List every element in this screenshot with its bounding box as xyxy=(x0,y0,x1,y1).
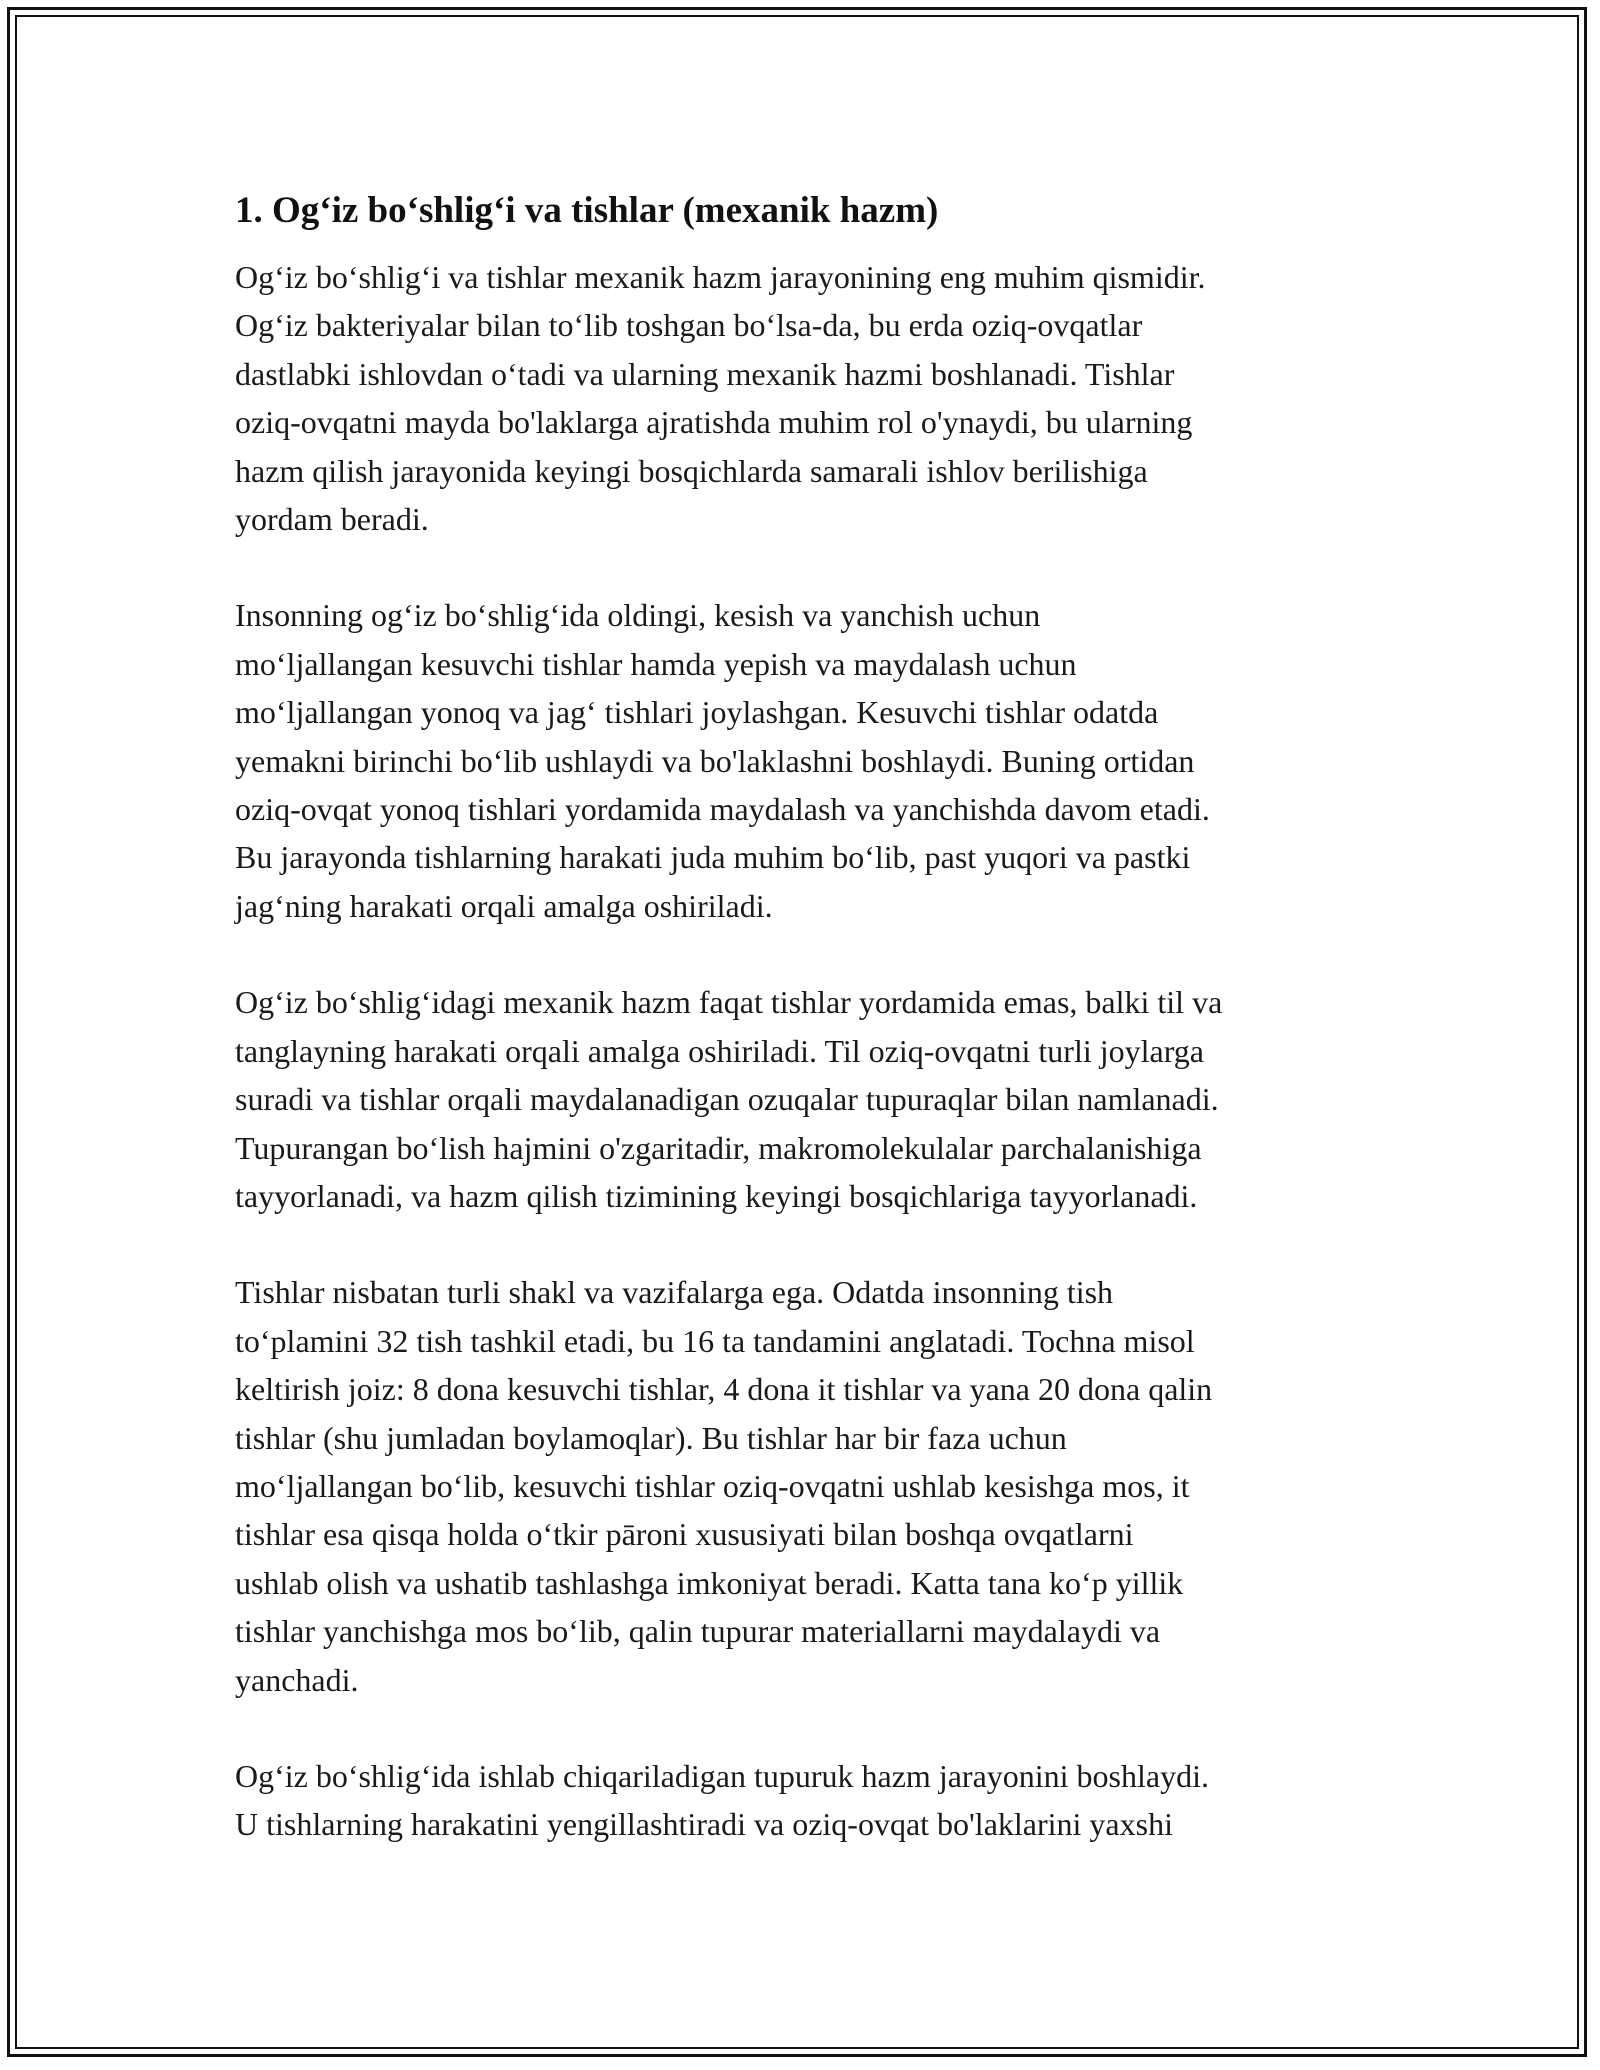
paragraph-3 xyxy=(235,978,1385,1220)
text-line: yemakni birinchi bo‘lib ushlaydi va bo'laklashni boshlaydi. Buning ortidan xyxy=(235,742,1195,779)
text-line: Og‘iz bakteriyalar bilan to‘lib toshgan bo‘lsa-da, bu erda oziq-ovqatlar xyxy=(235,307,1143,344)
text-line: jag‘ning harakati orqali amalga oshiriladi. xyxy=(235,887,773,924)
text-line: keltirish joiz: 8 dona kesuvchi tishlar, 4 dona it tishlar va yana 20 dona qalin xyxy=(235,1371,1213,1408)
text-line: ushlab olish va ushatib tashlashga imkoniyat beradi. Katta tana ko‘p yillik xyxy=(235,1564,1184,1601)
text-line: Bu jarayonda tishlarning harakati juda muhim bo‘lib, past yuqori va pastki xyxy=(235,839,1191,876)
text-line: U tishlarning harakatini yengillashtiradi va oziq-ovqat bo'laklarini yaxshi xyxy=(235,1806,1173,1843)
document-body xyxy=(235,185,1385,1897)
text-line: hazm qilish jarayonida keyingi bosqichlarda samarali ishlov berilishiga xyxy=(235,452,1148,489)
text-line: Og‘iz bo‘shlig‘i va tishlar mexanik hazm jarayonining eng muhim qismidir. xyxy=(235,259,1206,295)
text-line: tishlar esa qisqa holda o‘tkir pāroni xususiyati bilan boshqa ovqatlarni xyxy=(235,1516,1134,1553)
paragraph-5 xyxy=(235,1752,1385,1849)
text-line: oziq-ovqatni mayda bo'laklarga ajratishda muhim rol o'ynaydi, bu ularning xyxy=(235,404,1193,441)
text-line: tishlar yanchishga mos bo‘lib, qalin tupurar materiallarni maydalaydi va xyxy=(235,1613,1161,1650)
text-line: dastlabki ishlovdan o‘tadi va ularning mexanik hazmi boshlanadi. Tishlar xyxy=(235,355,1175,392)
text-line: Tishlar nisbatan turli shakl va vazifalarga ega. Odatda insonning tish xyxy=(235,1274,1114,1311)
paragraph-2 xyxy=(235,591,1385,930)
text-line: to‘plamini 32 tish tashkil etadi, bu 16 ta tandamini anglatadi. Tochna misol xyxy=(235,1322,1195,1359)
text-line: Og‘iz bo‘shlig‘ida ishlab chiqariladigan tupuruk hazm jarayonini boshlaydi. xyxy=(235,1757,1209,1794)
paragraph-1 xyxy=(235,253,1385,543)
text-line: yordam beradi. xyxy=(235,501,429,538)
text-line: oziq-ovqat yonoq tishlari yordamida maydalash va yanchishda davom etadi. xyxy=(235,791,1210,828)
text-line: tanglayning harakati orqali amalga oshiriladi. Til oziq-ovqatni turli joylarga xyxy=(235,1032,1204,1069)
text-line: Og‘iz bo‘shlig‘idagi mexanik hazm faqat tishlar yordamida emas, balki til va xyxy=(235,984,1223,1021)
text-line: suradi va tishlar orqali maydalanadigan ozuqalar tupuraqlar bilan namlanadi. xyxy=(235,1081,1219,1118)
text-line: tayyorlanadi, va hazm qilish tizimining keyingi bosqichlariga tayyorlanadi. xyxy=(235,1177,1198,1214)
text-line: mo‘ljallangan bo‘lib, kesuvchi tishlar oziq-ovqatni ushlab kesishga mos, it xyxy=(235,1467,1190,1504)
text-line: yanchadi. xyxy=(235,1661,359,1698)
text-line: tishlar (shu jumladan boylamoqlar). Bu tishlar har bir faza uchun xyxy=(235,1419,1067,1456)
section-heading: 1. Og‘iz bo‘shlig‘i va tishlar (mexanik hazm) xyxy=(235,190,939,231)
text-line: Insonning og‘iz bo‘shlig‘ida oldingi, kesish va yanchish uchun xyxy=(235,597,1041,634)
text-line: Tupurangan bo‘lish hajmini o'zgaritadir, makromolekulalar parchalanishiga xyxy=(235,1129,1202,1166)
text-line: mo‘ljallangan yonoq va jag‘ tishlari joylashgan. Kesuvchi tishlar odatda xyxy=(235,694,1159,731)
text-line: mo‘ljallangan kesuvchi tishlar hamda yepish va maydalash uchun xyxy=(235,645,1077,682)
paragraph-4 xyxy=(235,1268,1385,1704)
